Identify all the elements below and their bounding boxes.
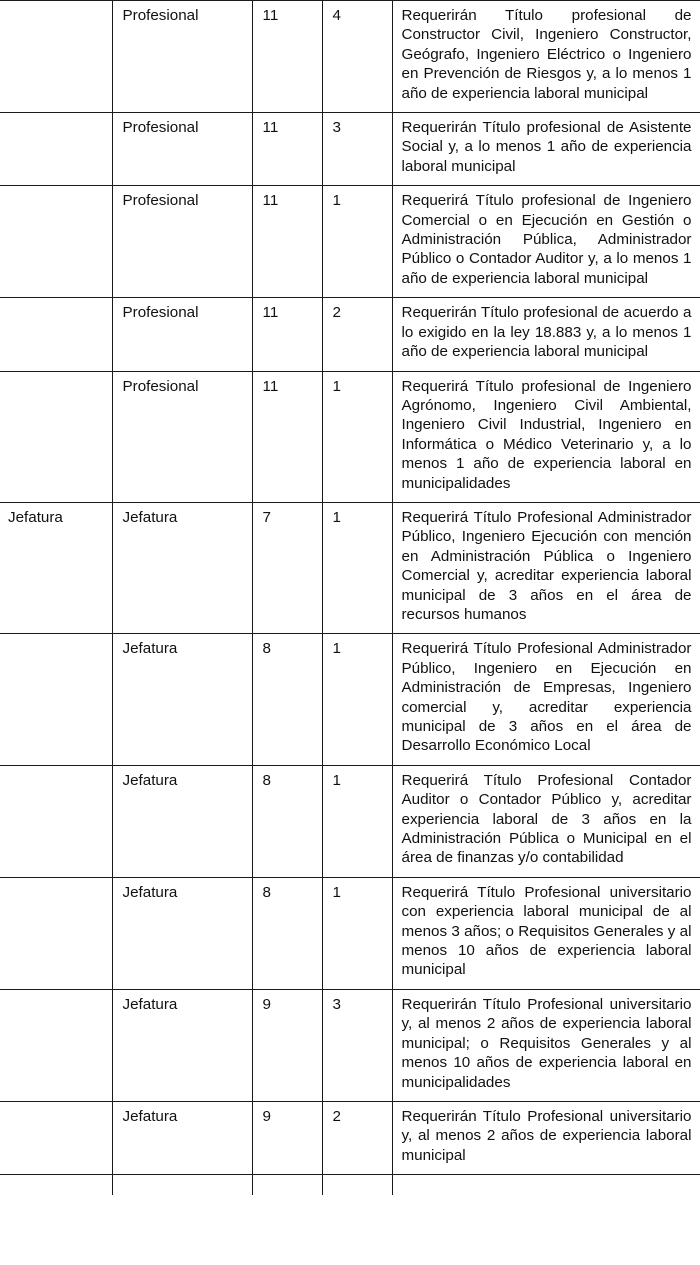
- table-row-partial: [0, 1175, 700, 1196]
- table-row: [0, 186, 700, 298]
- empty-cell: [322, 1175, 392, 1196]
- requisitos-cell: Requerirán Título profesional de acuerdo a lo exigido en la ley 18.883 y, a lo menos 1 año de experiencia laboral municipal: [392, 298, 700, 371]
- table-row: [0, 502, 700, 633]
- cantidad-cell: 1: [322, 877, 392, 989]
- cantidad-cell: 1: [322, 186, 392, 298]
- cargo-cell: Jefatura: [112, 502, 252, 633]
- grado-cell: 9: [252, 1101, 322, 1174]
- cargo-cell: Profesional: [112, 186, 252, 298]
- estamento-cell: [0, 989, 112, 1101]
- table-row: [0, 1101, 700, 1174]
- requisitos-cell: Requerirá Título Profesional Administrador Público, Ingeniero Ejecución con mención en Administración Pública o Ingeniero Comercial y, acreditar experiencia laboral municipal de 3 años en el área de recursos humanos: [392, 502, 700, 633]
- estamento-cell: [0, 113, 112, 186]
- cargo-cell: Profesional: [112, 113, 252, 186]
- table-row: [0, 113, 700, 186]
- empty-cell: [252, 1175, 322, 1196]
- cantidad-cell: 3: [322, 113, 392, 186]
- table-row: [0, 1, 700, 113]
- table-row: [0, 877, 700, 989]
- grado-cell: 7: [252, 502, 322, 633]
- grado-cell: 9: [252, 989, 322, 1101]
- cantidad-cell: 2: [322, 1101, 392, 1174]
- cargo-cell: Profesional: [112, 298, 252, 371]
- table-row: [0, 298, 700, 371]
- grado-cell: 11: [252, 1, 322, 113]
- requisitos-cell: Requerirá Título Profesional universitario con experiencia laboral municipal de al menos 3 años; o Requisitos Generales y al menos 10 años de experiencia laboral municipal: [392, 877, 700, 989]
- requisitos-cell: Requerirán Título profesional de Constructor Civil, Ingeniero Constructor, Geógrafo, Ingeniero Eléctrico o Ingeniero en Prevención de Riesgos y, a lo menos 1 año de experiencia laboral municipal: [392, 1, 700, 113]
- cantidad-cell: 3: [322, 989, 392, 1101]
- cargo-cell: Jefatura: [112, 765, 252, 877]
- estamento-cell: [0, 186, 112, 298]
- grado-cell: 8: [252, 877, 322, 989]
- cargo-cell: Profesional: [112, 1, 252, 113]
- grado-cell: 11: [252, 186, 322, 298]
- table-row: [0, 371, 700, 502]
- table-row: [0, 634, 700, 765]
- cantidad-cell: 2: [322, 298, 392, 371]
- cantidad-cell: 1: [322, 634, 392, 765]
- table-row: [0, 989, 700, 1101]
- grado-cell: 11: [252, 298, 322, 371]
- cargo-cell: Profesional: [112, 371, 252, 502]
- estamento-cell: [0, 765, 112, 877]
- cantidad-cell: 4: [322, 1, 392, 113]
- cantidad-cell: 1: [322, 502, 392, 633]
- empty-cell: [112, 1175, 252, 1196]
- grado-cell: 8: [252, 765, 322, 877]
- cargo-cell: Jefatura: [112, 989, 252, 1101]
- estamento-cell: [0, 877, 112, 989]
- estamento-cell: [0, 371, 112, 502]
- requisitos-cell: Requerirá Título Profesional Administrador Público, Ingeniero en Ejecución en Administración de Empresas, Ingeniero comercial y, acreditar experiencia municipal de 3 años en el área de Desarrollo Económico Local: [392, 634, 700, 765]
- requisitos-cell: Requerirá Título Profesional Contador Auditor o Contador Público y, acreditar experiencia laboral de 3 años en la Administración Pública o Municipal en el área de finanzas y/o contabilidad: [392, 765, 700, 877]
- estamento-cell: [0, 298, 112, 371]
- requisitos-cell: Requerirá Título profesional de Ingeniero Agrónomo, Ingeniero Civil Ambiental, Ingeniero Civil Industrial, Ingeniero en Informática o Médico Veterinario y, a lo menos 1 año de experiencia laboral en municipalidades: [392, 371, 700, 502]
- cargo-cell: Jefatura: [112, 877, 252, 989]
- grado-cell: 11: [252, 371, 322, 502]
- estamento-cell: [0, 1, 112, 113]
- requisitos-cell: Requerirán Título profesional de Asistente Social y, a lo menos 1 año de experiencia laboral municipal: [392, 113, 700, 186]
- estamento-cell: Jefatura: [0, 502, 112, 633]
- grado-cell: 8: [252, 634, 322, 765]
- cantidad-cell: 1: [322, 765, 392, 877]
- empty-cell: [392, 1175, 700, 1196]
- requisitos-cell: Requerirán Título Profesional universitario y, al menos 2 años de experiencia laboral municipal; o Requisitos Generales y al menos 10 años de experiencia laboral en municipalidades: [392, 989, 700, 1101]
- empty-cell: [0, 1175, 112, 1196]
- grado-cell: 11: [252, 113, 322, 186]
- requisitos-cell: Requerirán Título Profesional universitario y, al menos 2 años de experiencia laboral municipal: [392, 1101, 700, 1174]
- requirements-table-body: [0, 1, 700, 1196]
- table-row: [0, 765, 700, 877]
- cargo-cell: Jefatura: [112, 1101, 252, 1174]
- cantidad-cell: 1: [322, 371, 392, 502]
- cargo-cell: Jefatura: [112, 634, 252, 765]
- estamento-cell: [0, 634, 112, 765]
- estamento-cell: [0, 1101, 112, 1174]
- requisitos-cell: Requerirá Título profesional de Ingeniero Comercial o en Ejecución en Gestión o Administración Pública, Administrador Público o Contador Auditor y, a lo menos 1 año de experiencia laboral municipal: [392, 186, 700, 298]
